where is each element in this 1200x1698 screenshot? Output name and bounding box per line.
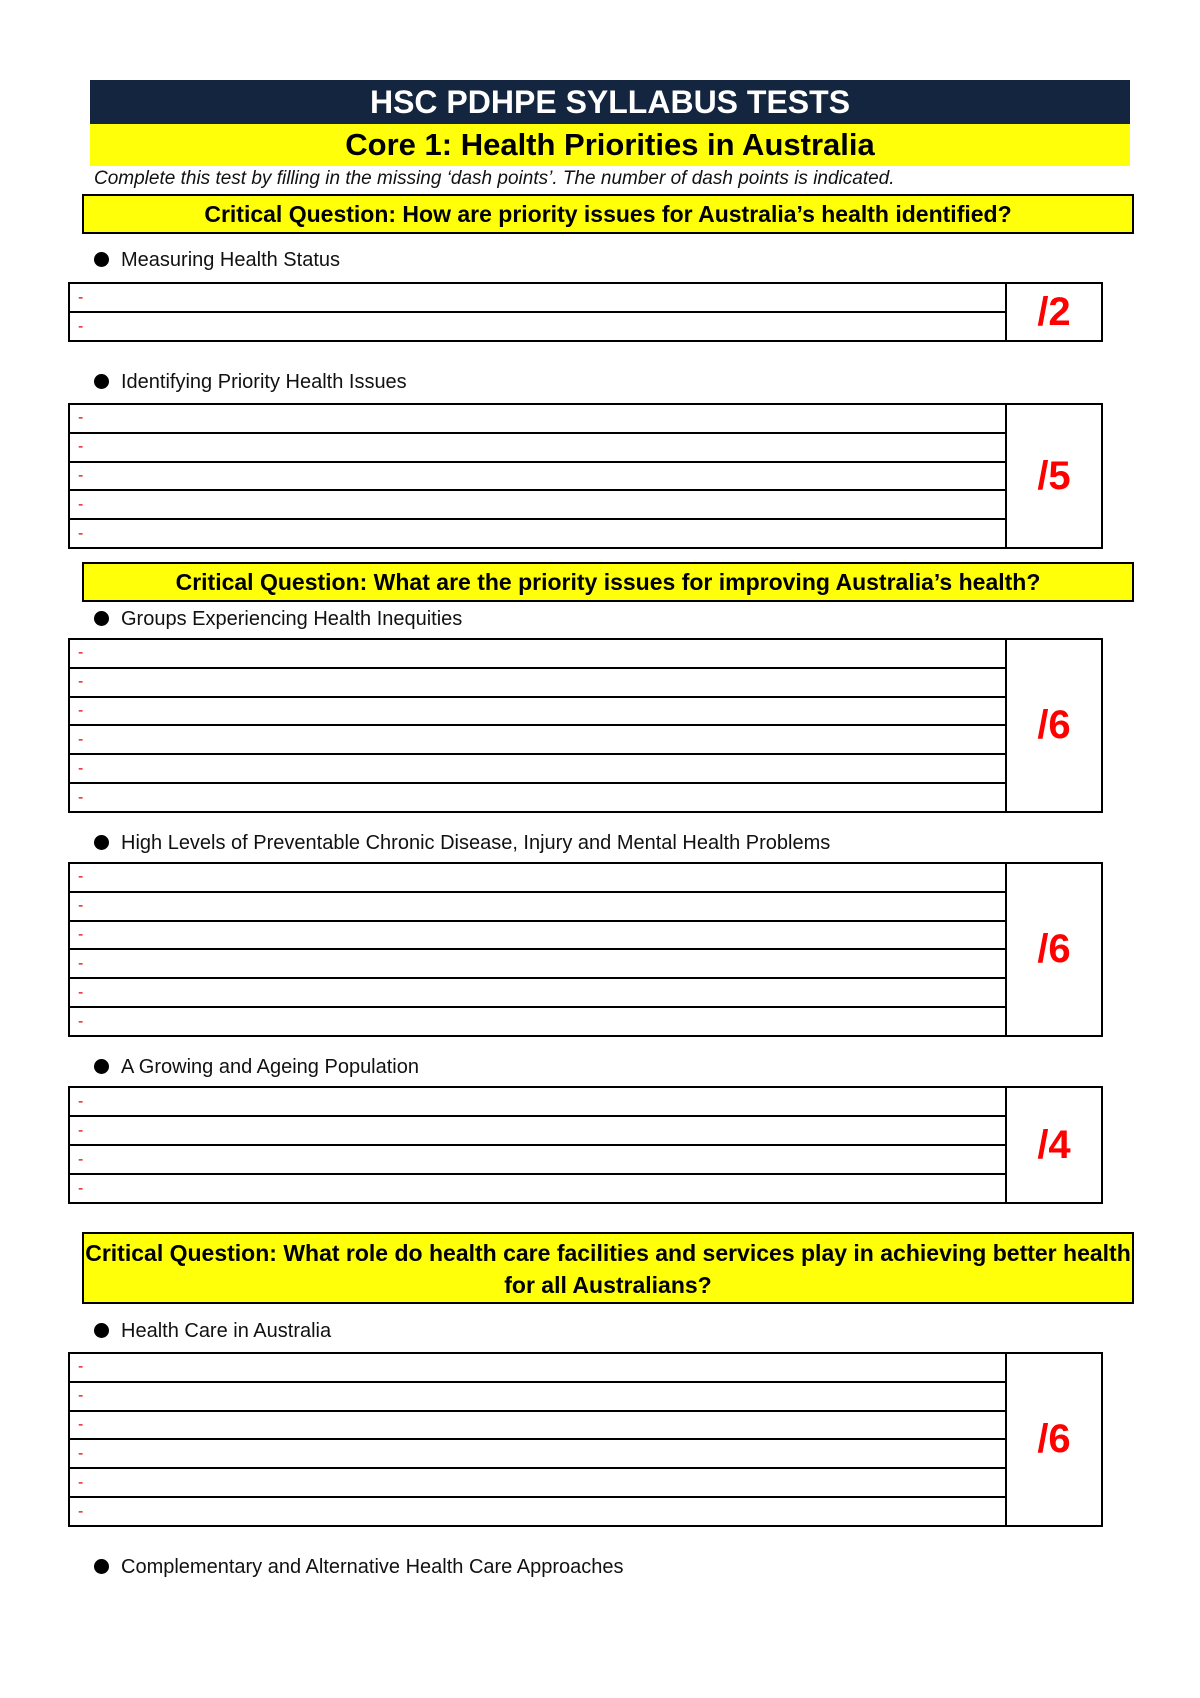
section-heading (94, 248, 340, 272)
dash-marker: - (78, 317, 84, 335)
score-cell: /4 (1005, 1088, 1101, 1202)
answer-line[interactable] (70, 893, 1005, 922)
answer-line[interactable] (70, 313, 1005, 340)
answer-box (68, 1086, 1103, 1204)
dash-marker: - (78, 524, 84, 542)
section-title: Groups Experiencing Health Inequities (121, 608, 463, 630)
answer-line[interactable] (70, 755, 1005, 784)
dash-marker: - (78, 495, 84, 513)
bullet-icon (94, 1059, 109, 1074)
dash-marker: - (78, 409, 84, 427)
answer-line[interactable] (70, 1008, 1005, 1035)
bullet-icon (94, 374, 109, 389)
section-title: Complementary and Alternative Health Care Approaches (121, 1556, 624, 1578)
section-heading (94, 1555, 624, 1579)
page-subtitle: Core 1: Health Priorities in Australia (90, 124, 1130, 166)
dash-marker: - (78, 1092, 84, 1110)
answer-line[interactable] (70, 1498, 1005, 1525)
bullet-icon (94, 252, 109, 267)
dash-marker: - (78, 1358, 84, 1376)
bullet-icon (94, 611, 109, 626)
dash-marker: - (78, 438, 84, 456)
section-heading (94, 1319, 331, 1343)
answer-line[interactable] (70, 434, 1005, 463)
bullet-icon (94, 1323, 109, 1338)
answer-line[interactable] (70, 640, 1005, 669)
dash-marker: - (78, 759, 84, 777)
answer-line[interactable] (70, 1383, 1005, 1412)
answer-line[interactable] (70, 1354, 1005, 1383)
section-heading (94, 1055, 419, 1079)
dash-marker: - (78, 1179, 84, 1197)
dash-marker: - (78, 644, 84, 662)
dash-marker: - (78, 702, 84, 720)
answer-line[interactable] (70, 463, 1005, 492)
answer-line[interactable] (70, 726, 1005, 755)
dash-marker: - (78, 1473, 84, 1491)
section-title: Identifying Priority Health Issues (121, 371, 407, 393)
answer-box (68, 638, 1103, 813)
critical-question-1: Critical Question: How are priority issues for Australia’s health identified? (82, 194, 1134, 234)
answer-line[interactable] (70, 405, 1005, 434)
answer-box (68, 282, 1103, 342)
dash-marker: - (78, 868, 84, 886)
critical-question-3: Critical Question: What role do health care facilities and services play in achieving better health for all Australians? (82, 1232, 1134, 1304)
bullet-icon (94, 835, 109, 850)
answer-line[interactable] (70, 1088, 1005, 1117)
section-title: Health Care in Australia (121, 1320, 332, 1342)
section-title: High Levels of Preventable Chronic Disease, Injury and Mental Health Problems (121, 832, 831, 854)
dash-marker: - (78, 954, 84, 972)
section-title: Measuring Health Status (121, 249, 341, 271)
answer-line[interactable] (70, 1117, 1005, 1146)
dash-marker: - (78, 897, 84, 915)
dash-marker: - (78, 730, 84, 748)
answer-line[interactable] (70, 1146, 1005, 1175)
instructions: Complete this test by filling in the missing ‘dash points’. The number of dash points is indicated. (94, 168, 895, 189)
dash-marker: - (78, 673, 84, 691)
score-cell: /6 (1005, 864, 1101, 1035)
dash-marker: - (78, 983, 84, 1001)
answer-box (68, 1352, 1103, 1527)
dash-marker: - (78, 926, 84, 944)
page-title: HSC PDHPE SYLLABUS TESTS (90, 80, 1130, 124)
bullet-icon (94, 1559, 109, 1574)
answer-line[interactable] (70, 864, 1005, 893)
answer-box (68, 403, 1103, 549)
answer-line[interactable] (70, 520, 1005, 547)
section-heading (94, 607, 462, 631)
dash-marker: - (78, 788, 84, 806)
score-cell: /6 (1005, 640, 1101, 811)
dash-marker: - (78, 1444, 84, 1462)
section-heading (94, 831, 830, 855)
answer-line[interactable] (70, 284, 1005, 313)
score-cell: /5 (1005, 405, 1101, 547)
dash-marker: - (78, 1121, 84, 1139)
answer-line[interactable] (70, 922, 1005, 951)
section-heading (94, 370, 407, 394)
dash-marker: - (78, 1416, 84, 1434)
dash-marker: - (78, 466, 84, 484)
dash-marker: - (78, 1502, 84, 1520)
answer-line[interactable] (70, 669, 1005, 698)
answer-line[interactable] (70, 1412, 1005, 1441)
answer-box (68, 862, 1103, 1037)
answer-line[interactable] (70, 1440, 1005, 1469)
answer-line[interactable] (70, 784, 1005, 811)
dash-marker: - (78, 288, 84, 306)
dash-marker: - (78, 1012, 84, 1030)
critical-question-2: Critical Question: What are the priority issues for improving Australia’s health? (82, 562, 1134, 602)
answer-line[interactable] (70, 698, 1005, 727)
dash-marker: - (78, 1150, 84, 1168)
answer-line[interactable] (70, 950, 1005, 979)
score-cell: /6 (1005, 1354, 1101, 1525)
answer-line[interactable] (70, 1175, 1005, 1202)
answer-line[interactable] (70, 1469, 1005, 1498)
answer-line[interactable] (70, 979, 1005, 1008)
dash-marker: - (78, 1387, 84, 1405)
section-title: A Growing and Ageing Population (121, 1056, 419, 1078)
score-cell: /2 (1005, 284, 1101, 340)
answer-line[interactable] (70, 491, 1005, 520)
